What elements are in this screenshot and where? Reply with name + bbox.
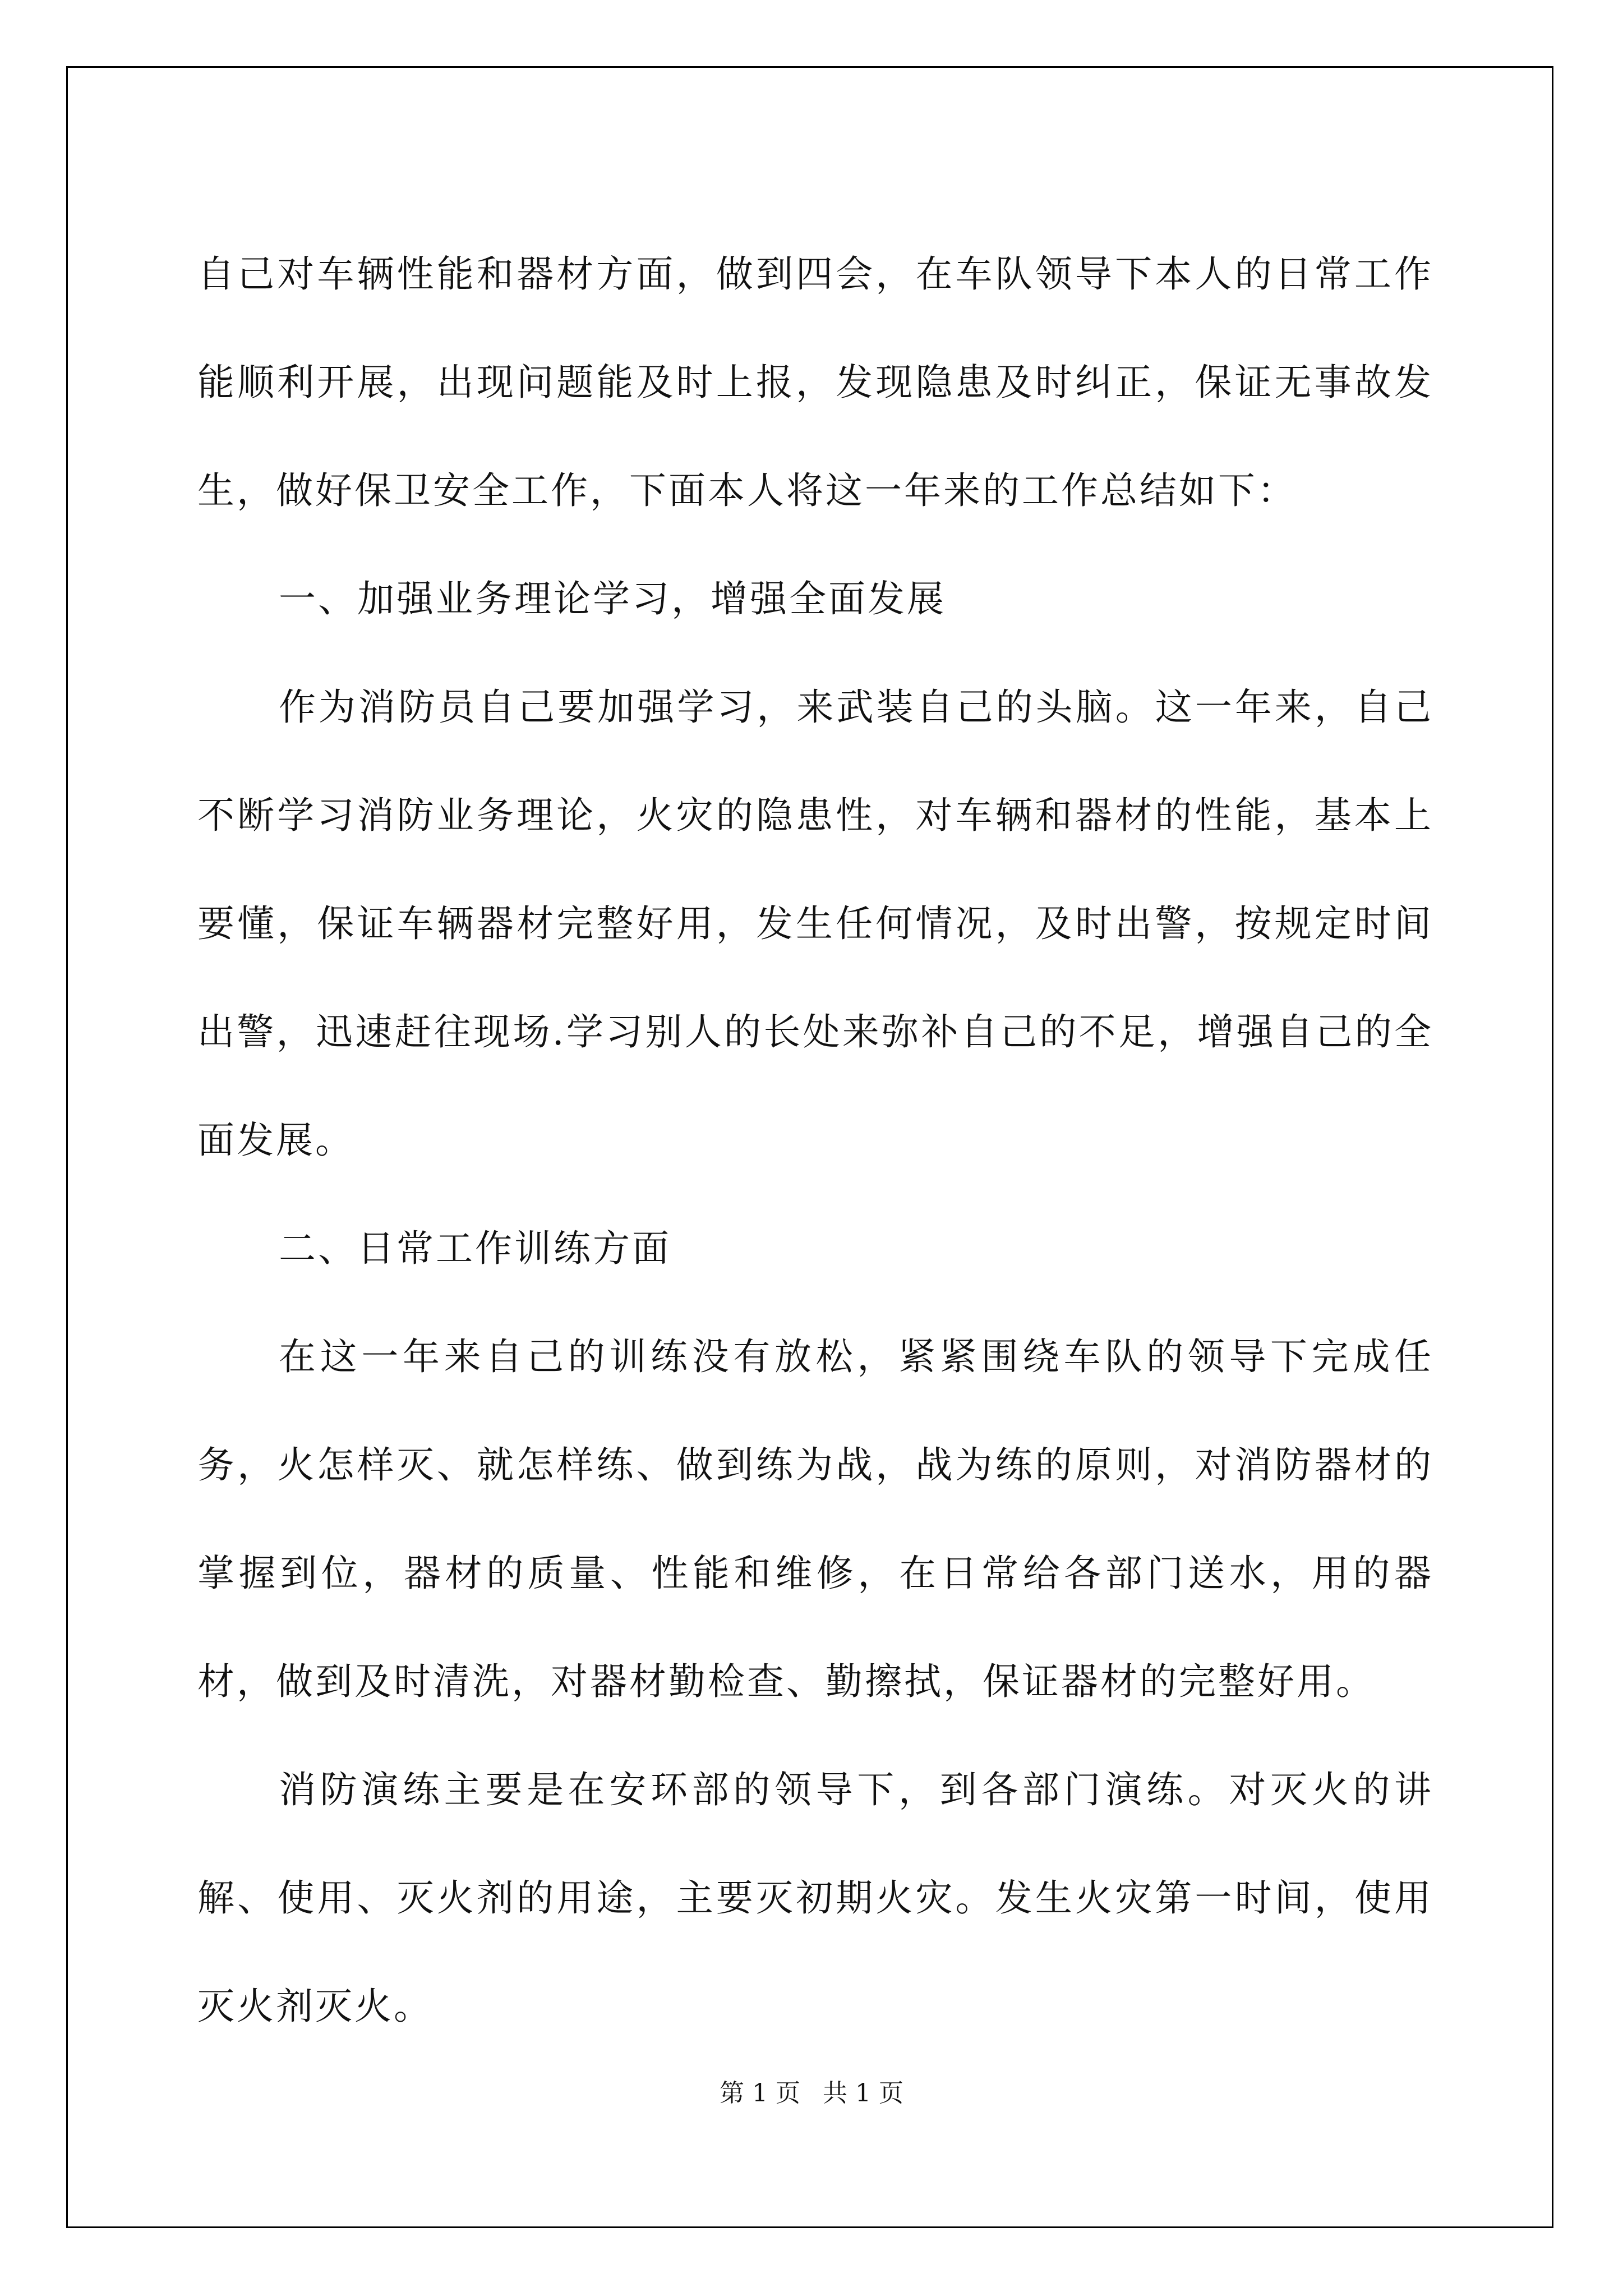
page-total: 共 1 页 — [823, 2079, 903, 2108]
page-number: 第 1 页 — [720, 2079, 800, 2108]
paragraph: 自己对车辆性能和器材方面，做到四会，在车队领导下本人的日常工作能顺利开展，出现问题能及时上报，发现隐患及时纠正，保证无事故发生，做好保卫安全工作，下面本人将这一年来的工作总结如下： — [197, 252, 1433, 512]
section-heading: 一、加强业务理论学习，增强全面发展 — [279, 577, 946, 620]
section-heading: 二、日常工作训练方面 — [279, 1227, 671, 1270]
paragraph: 消防演练主要是在安环部的领导下，到各部门演练。对灭火的讲解、使用、灭火剂的用途，主要灭初期火灾。发生火灾第一时间，使用灭火剂灭火。 — [197, 1768, 1433, 2028]
document-body — [197, 220, 1433, 2060]
page-footer — [0, 2077, 1623, 2110]
paragraph: 在这一年来自己的训练没有放松，紧紧围绕车队的领导下完成任务，火怎样灭、就怎样练、做到练为战，战为练的原则，对消防器材的掌握到位，器材的质量、性能和维修，在日常给各部门送水，用的器材，做到及时清洗，对器材勤检查、勤擦拭，保证器材的完整好用。 — [197, 1335, 1433, 1703]
paragraph: 作为消防员自己要加强学习，来武装自己的头脑。这一年来，自己不断学习消防业务理论，火灾的隐患性，对车辆和器材的性能，基本上要懂，保证车辆器材完整好用，发生任何情况，及时出警，按规定时间出警，迅速赶往现场.学习别人的长处来弥补自己的不足，增强自己的全面发展。 — [197, 685, 1433, 1162]
